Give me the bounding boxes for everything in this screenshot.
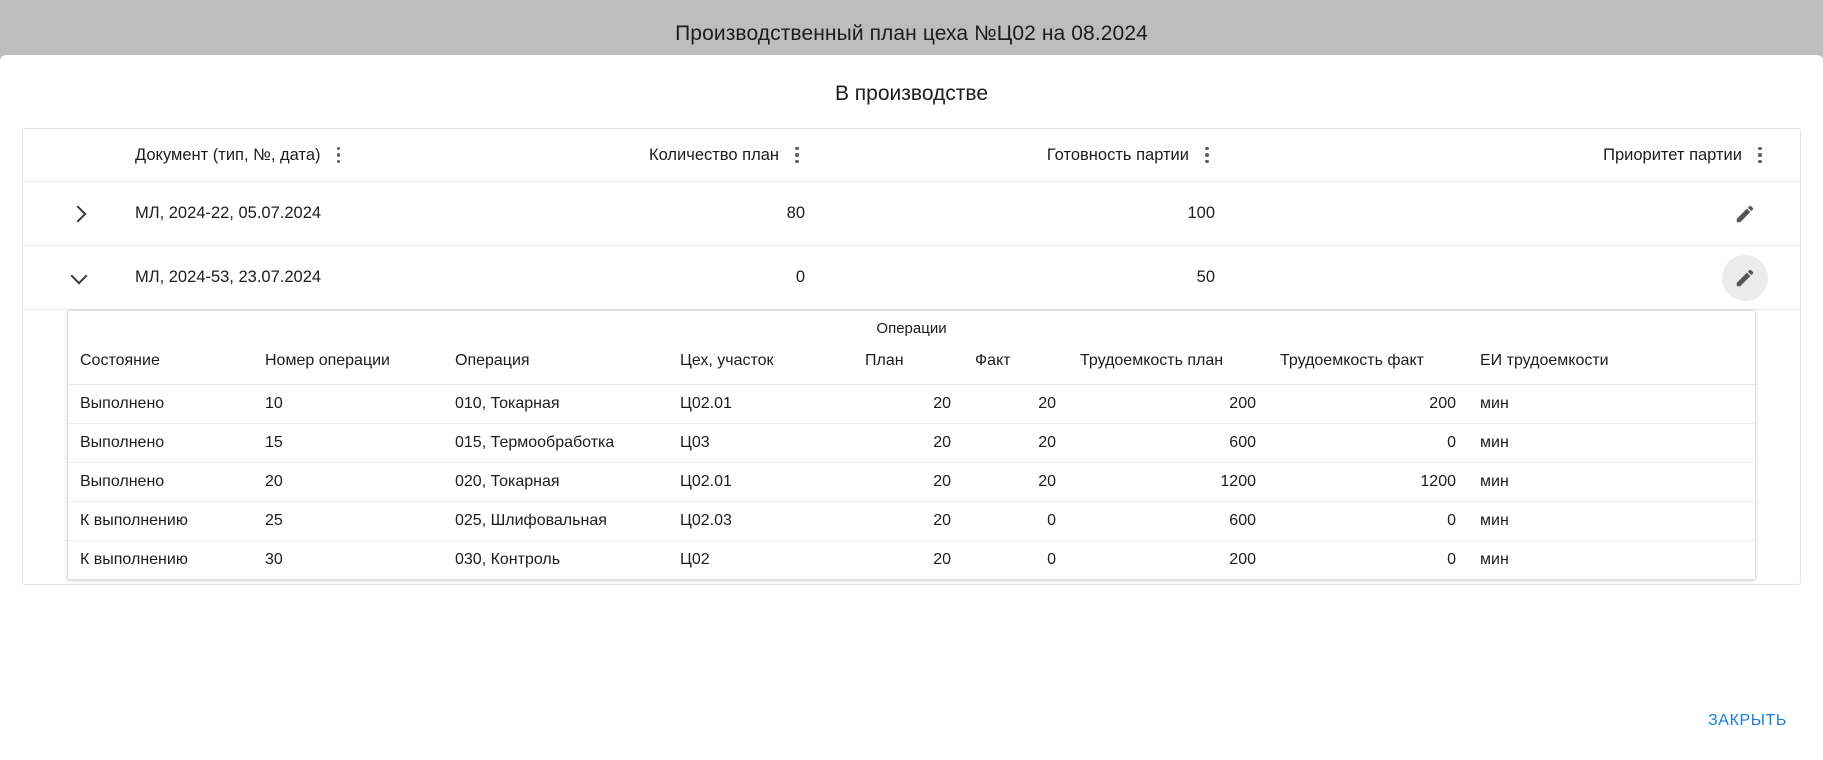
ops-header-labor-fact: Трудоемкость факт xyxy=(1268,346,1468,385)
column-menu-icon-qty-plan[interactable] xyxy=(789,145,805,165)
batches-table xyxy=(22,128,1801,585)
ops-cell-shop: Ц02.01 xyxy=(668,463,853,502)
page-title: Производственный план цеха №Ц02 на 08.2024 xyxy=(675,21,1148,45)
table-row[interactable] xyxy=(23,182,1800,246)
ops-cell-plan: 20 xyxy=(853,463,963,502)
operations-panel xyxy=(67,310,1756,580)
document-value: МЛ, 2024-22, 05.07.2024 xyxy=(135,204,322,222)
ops-cell-labor-plan: 200 xyxy=(1068,385,1268,424)
operations-row[interactable] xyxy=(68,385,1755,424)
header-cell-batch-ready xyxy=(945,145,1345,165)
ops-cell-labor-fact: 200 xyxy=(1268,385,1468,424)
pencil-icon xyxy=(1734,267,1756,289)
operations-row[interactable] xyxy=(68,424,1755,463)
cell-document xyxy=(135,204,425,223)
qty-plan-value: 80 xyxy=(786,204,805,222)
ops-header-plan: План xyxy=(853,346,963,385)
batch-ready-value: 50 xyxy=(1196,268,1215,286)
header-label-document: Документ (тип, №, дата) xyxy=(135,145,321,164)
ops-cell-labor-fact: 0 xyxy=(1268,502,1468,541)
ops-cell-op-number: 20 xyxy=(253,463,443,502)
header-cell-qty-plan xyxy=(425,145,945,165)
ops-cell-labor-fact: 0 xyxy=(1268,424,1468,463)
column-menu-icon-batch-ready[interactable] xyxy=(1199,145,1215,165)
ops-cell-plan: 20 xyxy=(933,551,951,568)
column-menu-icon-batch-priority[interactable] xyxy=(1752,145,1768,165)
header-cell-batch-priority xyxy=(1345,145,1800,165)
ops-cell-unit: мин xyxy=(1480,551,1509,568)
ops-cell-state: Выполнено xyxy=(68,385,253,424)
edit-button[interactable] xyxy=(1722,191,1768,237)
operations-section xyxy=(67,310,1756,584)
ops-cell-fact: 0 xyxy=(1047,551,1056,568)
operations-row[interactable] xyxy=(68,541,1755,580)
cell-actions xyxy=(1345,255,1800,301)
ops-cell-shop: Ц02 xyxy=(680,551,710,568)
ops-cell-labor-fact: 0 xyxy=(1447,551,1456,568)
ops-cell-labor-plan: 600 xyxy=(1068,502,1268,541)
ops-cell-state: Выполнено xyxy=(68,463,253,502)
operations-table xyxy=(68,346,1755,579)
cell-qty-plan xyxy=(425,204,945,223)
operations-title: Операции xyxy=(876,320,947,337)
operations-row[interactable] xyxy=(68,463,1755,502)
ops-cell-unit: мин xyxy=(1468,463,1755,502)
ops-cell-unit: мин xyxy=(1468,424,1755,463)
ops-header-state: Состояние xyxy=(68,346,253,385)
ops-header-labor-plan: Трудоемкость план xyxy=(1068,346,1268,385)
table-row[interactable] xyxy=(23,246,1800,310)
expand-cell xyxy=(23,201,135,227)
ops-cell-labor-plan: 200 xyxy=(1229,551,1256,568)
header-cell-document xyxy=(135,145,425,165)
header-label-qty-plan: Количество план xyxy=(648,145,779,164)
cell-document xyxy=(135,268,425,287)
chevron-right-icon[interactable] xyxy=(66,201,92,227)
edit-button[interactable] xyxy=(1722,255,1768,301)
ops-header-fact: Факт xyxy=(963,346,1068,385)
ops-cell-state: Выполнено xyxy=(68,424,253,463)
operations-row[interactable] xyxy=(68,502,1755,541)
ops-cell-shop: Ц02.03 xyxy=(668,502,853,541)
batch-ready-value: 100 xyxy=(1187,204,1215,222)
ops-cell-operation: 015, Термообработка xyxy=(443,424,668,463)
ops-cell-fact: 20 xyxy=(963,463,1068,502)
dialog-footer xyxy=(1698,704,1797,738)
ops-cell-plan: 20 xyxy=(853,424,963,463)
ops-cell-operation: 020, Токарная xyxy=(443,463,668,502)
ops-cell-op-number: 10 xyxy=(253,385,443,424)
column-menu-icon-document[interactable] xyxy=(331,145,347,165)
ops-header-unit: ЕИ трудоемкости xyxy=(1468,346,1755,385)
ops-cell-operation: 010, Токарная xyxy=(443,385,668,424)
ops-cell-operation: 025, Шлифовальная xyxy=(443,502,668,541)
table-header-row xyxy=(23,129,1800,182)
ops-cell-op-number: 15 xyxy=(253,424,443,463)
ops-cell-fact: 20 xyxy=(963,424,1068,463)
ops-cell-operation: 030, Контроль xyxy=(455,551,561,568)
cell-batch-ready xyxy=(945,204,1345,223)
dialog-heading: В производстве xyxy=(834,82,989,105)
ops-cell-fact: 20 xyxy=(963,385,1068,424)
ops-cell-unit: мин xyxy=(1468,385,1755,424)
header-label-batch-priority: Приоритет партии xyxy=(1603,145,1742,164)
chevron-down-icon[interactable] xyxy=(66,265,92,291)
ops-cell-labor-fact: 1200 xyxy=(1268,463,1468,502)
ops-cell-op-number: 25 xyxy=(253,502,443,541)
ops-header-operation: Операция xyxy=(443,346,668,385)
ops-header-shop: Цех, участок xyxy=(668,346,853,385)
ops-cell-plan: 20 xyxy=(853,502,963,541)
production-plan-dialog xyxy=(0,55,1823,760)
ops-cell-state: К выполнению xyxy=(80,551,188,568)
ops-cell-unit: мин xyxy=(1468,502,1755,541)
ops-cell-labor-plan: 1200 xyxy=(1068,463,1268,502)
ops-cell-state: К выполнению xyxy=(68,502,253,541)
ops-cell-labor-plan: 600 xyxy=(1068,424,1268,463)
cell-batch-ready xyxy=(945,268,1345,287)
document-value: МЛ, 2024-53, 23.07.2024 xyxy=(135,268,322,286)
ops-cell-shop: Ц02.01 xyxy=(668,385,853,424)
ops-cell-plan: 20 xyxy=(853,385,963,424)
close-button[interactable]: ЗАКРЫТЬ xyxy=(1698,704,1797,738)
ops-cell-fact: 0 xyxy=(963,502,1068,541)
expand-cell xyxy=(23,265,135,291)
pencil-icon xyxy=(1734,203,1756,225)
cell-actions xyxy=(1345,191,1800,237)
ops-cell-shop: Ц03 xyxy=(668,424,853,463)
operations-header-row xyxy=(68,346,1755,385)
cell-qty-plan xyxy=(425,268,945,287)
qty-plan-value: 0 xyxy=(795,268,805,286)
ops-header-op-number: Номер операции xyxy=(253,346,443,385)
ops-cell-op-number: 30 xyxy=(265,551,283,568)
header-label-batch-ready: Готовность партии xyxy=(1046,145,1189,164)
